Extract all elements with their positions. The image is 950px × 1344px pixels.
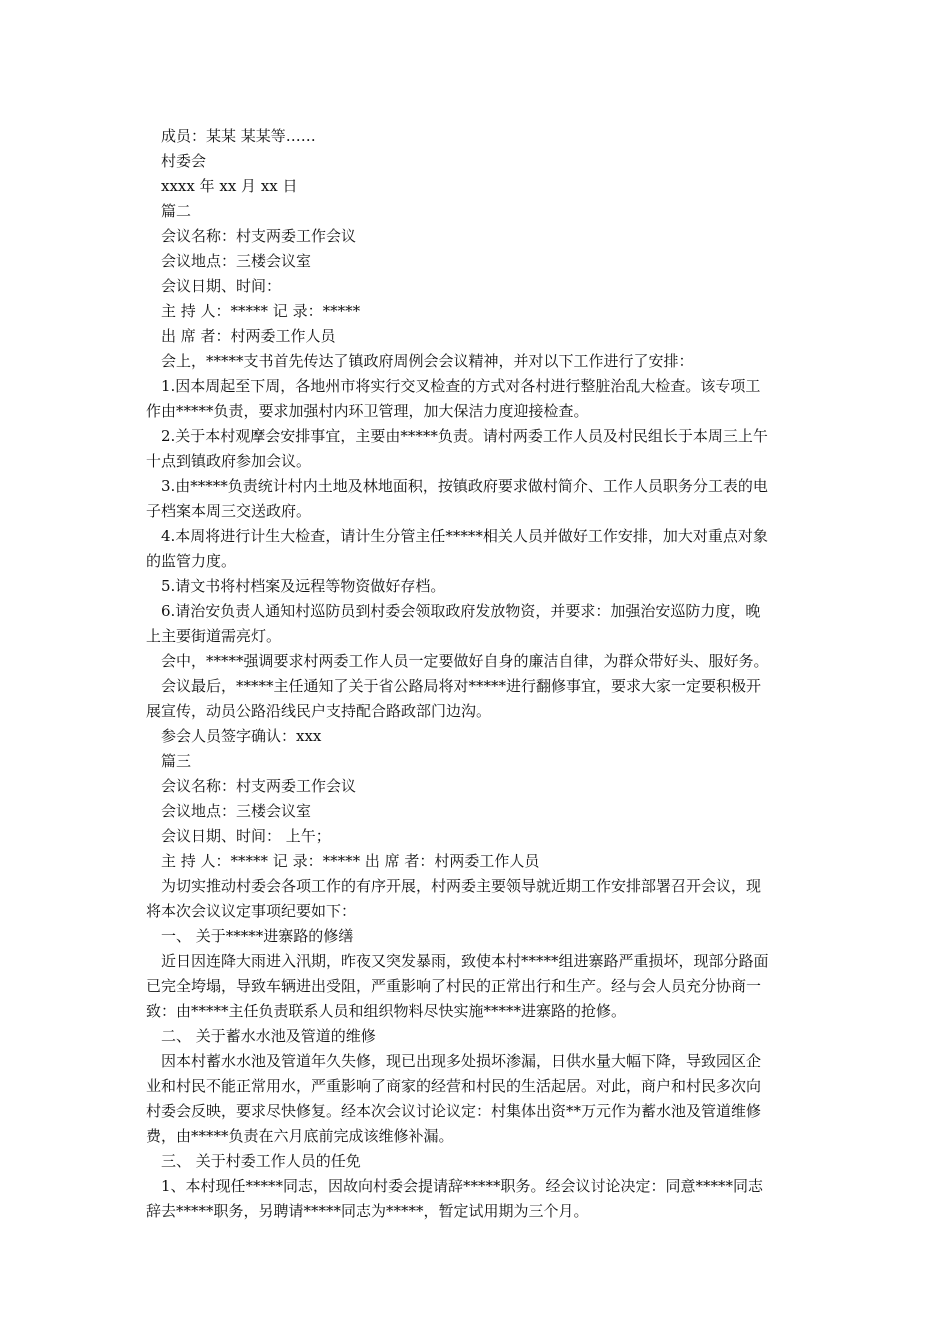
text-line: 会议地点：三楼会议室 — [161, 252, 312, 270]
text-line: 会议名称：村支两委工作会议 — [161, 227, 357, 245]
text-line: 已完全垮塌，导致车辆进出受阻，严重影响了村民的正常出行和生产。经与会人员充分协商一 — [146, 977, 762, 995]
text-line: 致：由*****主任负责联系人员和组织物料尽快实施*****进寨路的抢修。 — [146, 1002, 627, 1020]
text-line: 因本村蓄水水池及管道年久失修，现已出现多处损坏渗漏，日供水量大幅下降，导致园区企 — [161, 1052, 762, 1070]
text-line: 为切实推动村委会各项工作的有序开展，村两委主要领导就近期工作安排部署召开会议，现 — [161, 877, 762, 895]
text-line: 会议日期、时间： 上午； — [161, 827, 331, 845]
text-line: 费，由*****负责在六月底前完成该维修补漏。 — [146, 1127, 454, 1145]
text-line: 会议日期、时间： — [161, 277, 282, 295]
text-line: 十点到镇政府参加会议。 — [146, 452, 312, 470]
text-line: 会议地点：三楼会议室 — [161, 802, 312, 820]
text-line: 辞去*****职务，另聘请*****同志为*****，暂定试用期为三个月。 — [146, 1202, 589, 1220]
text-line: 6.请治安负责人通知村巡防员到村委会领取政府发放物资，并要求：加强治安巡防力度，晚 — [161, 602, 761, 620]
subsection-heading: 三、 关于村委工作人员的任免 — [161, 1152, 361, 1170]
text-line: 近日因连降大雨进入汛期，昨夜又突发暴雨，致使本村*****组进寨路严重损坏，现部分路面 — [161, 952, 769, 970]
text-line: 4.本周将进行计生大检查，请计生分管主任*****相关人员并做好工作安排，加大对重点对象 — [161, 527, 768, 545]
text-line: 5.请文书将村档案及远程等物资做好存档。 — [161, 577, 446, 595]
subsection-heading: 二、 关于蓄水水池及管道的维修 — [161, 1027, 376, 1045]
text-line: 出 席 者：村两委工作人员 — [161, 327, 336, 345]
text-line: 上主要街道需亮灯。 — [146, 627, 282, 645]
subsection-heading: 一、 关于*****进寨路的修缮 — [161, 927, 354, 945]
text-line: 村委会反映，要求尽快修复。经本次会议讨论议定：村集体出资**万元作为蓄水池及管道维修 — [146, 1102, 762, 1120]
text-line: 会议最后，*****主任通知了关于省公路局将对*****进行翻修事宜，要求大家一定要积极开 — [161, 677, 762, 695]
text-line: 参会人员签字确认：xxx — [161, 727, 322, 745]
text-line: xxxx 年 xx 月 xx 日 — [161, 177, 298, 195]
text-line: 主 持 人：***** 记 录：***** 出 席 者：村两委工作人员 — [161, 852, 540, 870]
text-line: 业和村民不能正常用水，严重影响了商家的经营和村民的生活起居。对此，商户和村民多次向 — [146, 1077, 762, 1095]
text-line: 3.由*****负责统计村内土地及林地面积，按镇政府要求做村简介、工作人员职务分工表的电 — [161, 477, 768, 495]
text-line: 作由*****负责，要求加强村内环卫管理，加大保洁力度迎接检查。 — [146, 402, 589, 420]
text-line: 将本次会议议定事项纪要如下： — [146, 902, 357, 920]
text-line: 1.因本周起至下周，各地州市将实行交叉检查的方式对各村进行整脏治乱大检查。该专项工 — [161, 377, 761, 395]
text-line: 的监管力度。 — [146, 552, 237, 570]
text-line: 成员：某某 某某等…… — [161, 127, 316, 145]
section-heading: 篇二 — [161, 202, 192, 220]
text-line: 2.关于本村观摩会安排事宜，主要由*****负责。请村两委工作人员及村民组长于本周三上午 — [161, 427, 768, 445]
text-line: 会议名称：村支两委工作会议 — [161, 777, 357, 795]
text-line: 村委会 — [161, 152, 207, 170]
text-line: 展宣传，动员公路沿线民户支持配合路政部门边沟。 — [146, 702, 492, 720]
text-line: 会上，*****支书首先传达了镇政府周例会会议精神，并对以下工作进行了安排： — [161, 352, 694, 370]
text-line: 1、本村现任*****同志，因故向村委会提请辞*****职务。经会议讨论决定：同意*****同志 — [161, 1177, 764, 1195]
text-line: 会中，*****强调要求村两委工作人员一定要做好自身的廉洁自律，为群众带好头、服好务。 — [161, 652, 769, 670]
text-line: 主 持 人：***** 记 录：***** — [161, 302, 361, 320]
text-line: 子档案本周三交送政府。 — [146, 502, 312, 520]
section-heading: 篇三 — [161, 752, 192, 770]
